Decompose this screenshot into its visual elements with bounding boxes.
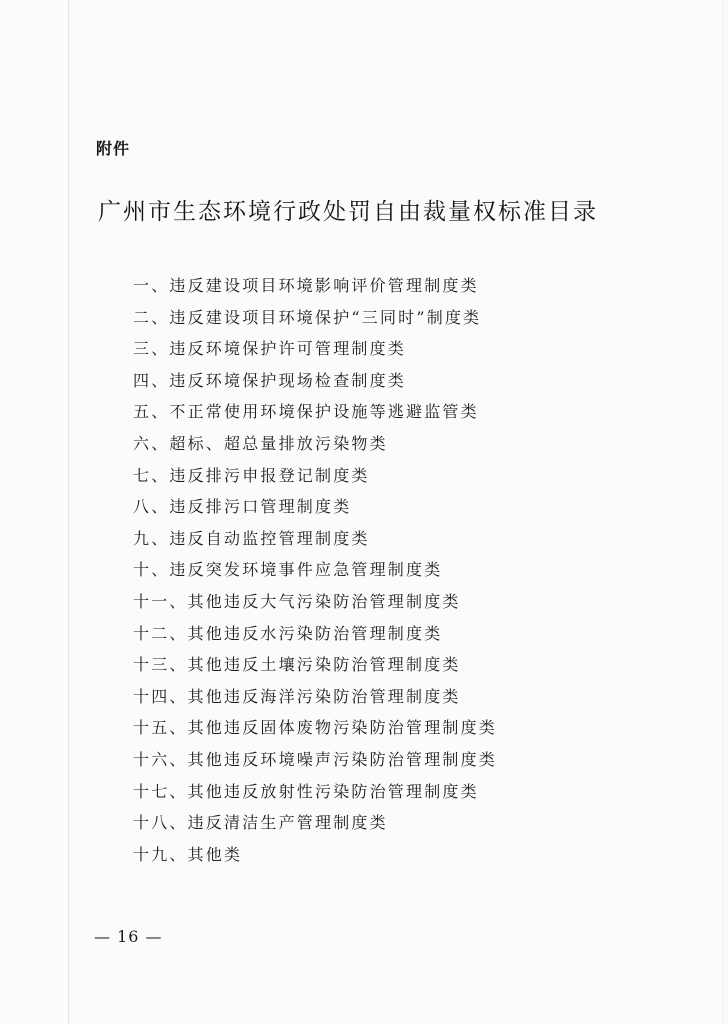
catalog-item: 九、违反自动监控管理制度类 <box>133 528 370 548</box>
catalog-item: 十八、违反清洁生产管理制度类 <box>133 813 388 833</box>
catalog-item: 十一、其他违反大气污染防治管理制度类 <box>133 591 461 611</box>
catalog-item: 十九、其他类 <box>133 844 243 864</box>
catalog-item: 十二、其他违反水污染防治管理制度类 <box>133 623 443 643</box>
catalog-item: 三、违反环境保护许可管理制度类 <box>133 339 407 359</box>
catalog-item: 四、违反环境保护现场检查制度类 <box>133 370 407 390</box>
catalog-item: 二、违反建设项目环境保护“三同时”制度类 <box>133 307 482 327</box>
catalog-item: 十五、其他违反固体废物污染防治管理制度类 <box>133 718 498 738</box>
catalog-item: 八、违反排污口管理制度类 <box>133 497 352 517</box>
catalog-item: 十三、其他违反土壤污染防治管理制度类 <box>133 655 461 675</box>
catalog-item: 十七、其他违反放射性污染防治管理制度类 <box>133 781 479 801</box>
document-title: 广州市生态环境行政处罚自由裁量权标准目录 <box>98 199 598 225</box>
scan-edge-line <box>68 0 69 1024</box>
scan-edge-line-right <box>723 0 724 1024</box>
catalog-item: 六、超标、超总量排放污染物类 <box>133 433 388 453</box>
catalog-item: 十六、其他违反环境噪声污染防治管理制度类 <box>133 749 498 769</box>
catalog-item: 十、违反突发环境事件应急管理制度类 <box>133 560 443 580</box>
catalog-item: 一、违反建设项目环境影响评价管理制度类 <box>133 276 479 295</box>
catalog-list <box>133 270 497 870</box>
catalog-item: 十四、其他违反海洋污染防治管理制度类 <box>133 686 461 706</box>
page-number: — 16 — <box>94 927 163 946</box>
catalog-item: 七、违反排污申报登记制度类 <box>133 465 370 485</box>
attachment-label: 附件 <box>96 139 131 158</box>
catalog-item: 五、不正常使用环境保护设施等逃避监管类 <box>133 402 479 422</box>
